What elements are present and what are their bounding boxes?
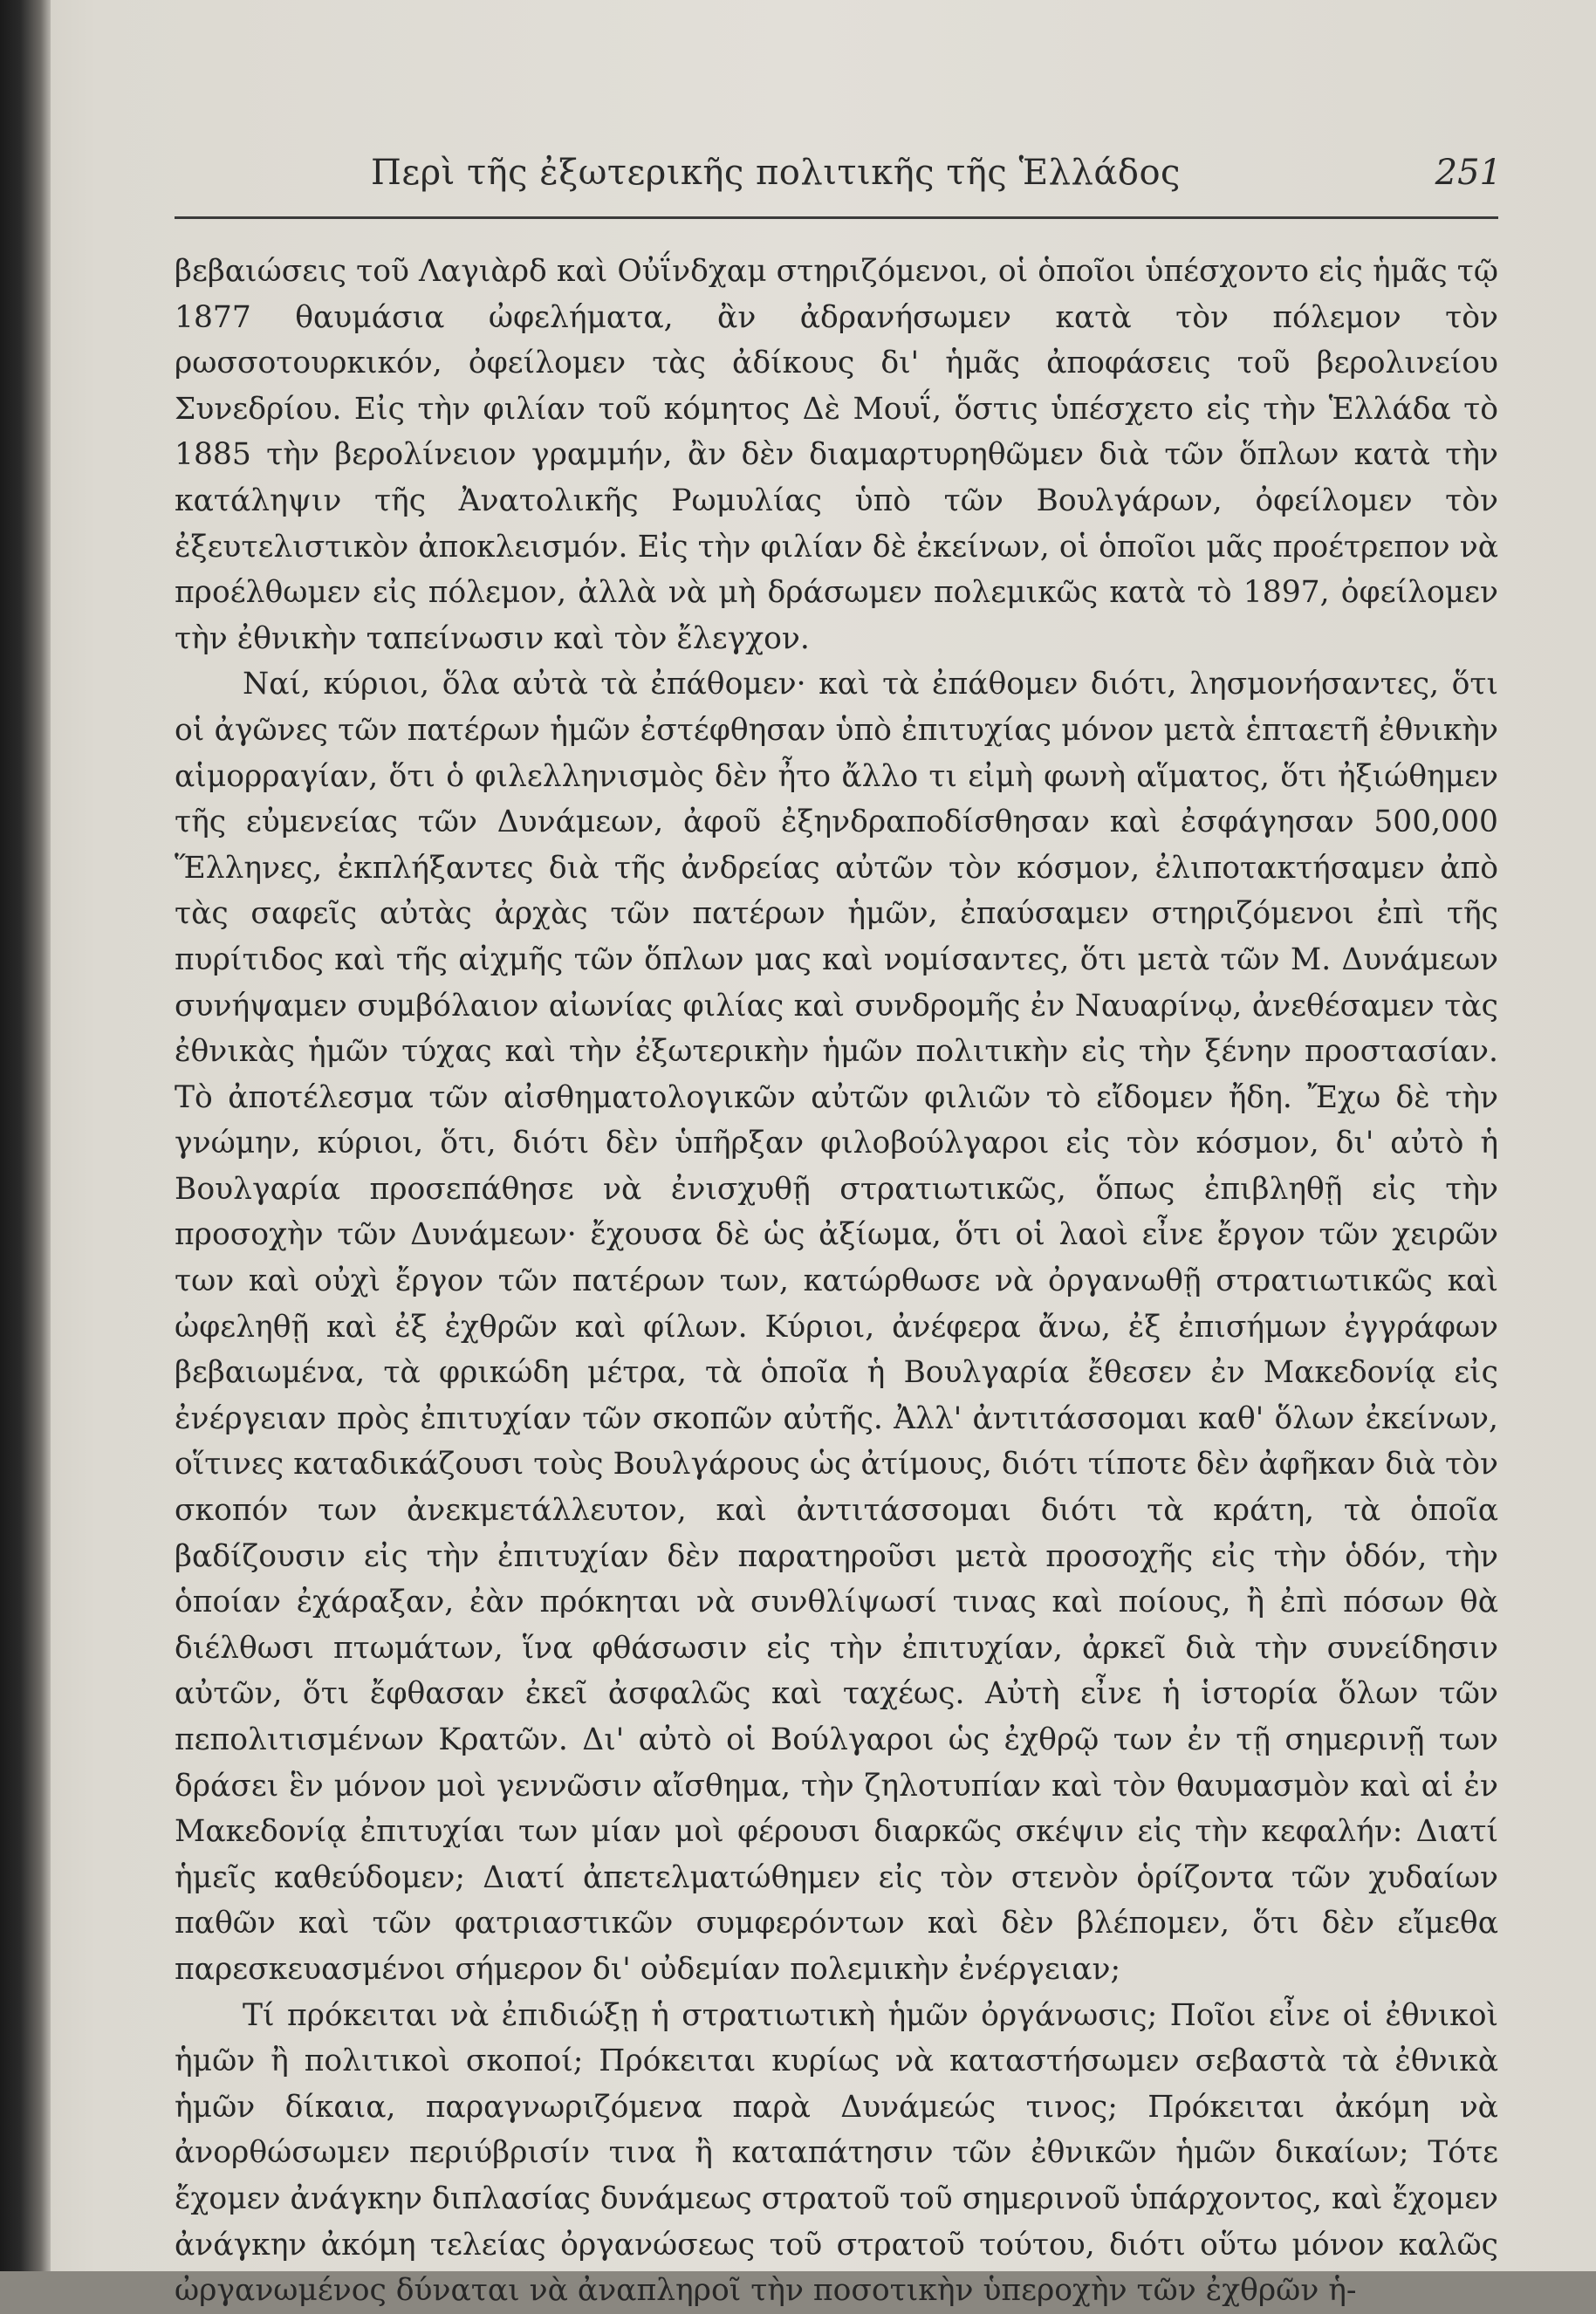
page-header: [175, 153, 1502, 205]
header-rule: [175, 216, 1498, 219]
book-binding-shadow: [0, 0, 51, 2271]
paragraph-2: Ναί, κύριοι, ὅλα αὐτὰ τὰ ἐπάθομεν· καὶ τὰ ἐπάθομεν διότι, λησμονήσαντες, ὅτι οἱ ἀγῶνες τῶν πατέρων ἡμῶν ἐστέφθησαν ὑπὸ ἐπιτυχίας μόνον μετὰ ἑπταετῆ ἐθνικὴν αἱμορραγίαν, ὅτι ὁ φιλελληνισμὸς δὲν ἦτο ἄλλο τι εἰμὴ φωνὴ αἵματος, ὅτι ἠξιώθημεν τῆς εὐμενείας τῶν Δυνάμεων, ἀφοῦ ἐξηνδραποδίσθησαν καὶ ἐσφάγησαν 500,000 Ἕλληνες, ἐκπλήξαντες διὰ τῆς ἀνδρείας αὐτῶν τὸν κόσμον, ἐλιποτακτήσαμεν ἀπὸ τὰς σαφεῖς αὐτὰς ἀρχὰς τῶν πατέρων ἡμῶν, ἐπαύσαμεν στηριζόμενοι ἐπὶ τῆς πυρίτιδος καὶ τῆς αἰχμῆς τῶν ὅπλων μας καὶ νομίσαντες, ὅτι μετὰ τῶν Μ. Δυνάμεων συνήψαμεν συμβόλαιον αἰωνίας φιλίας καὶ συνδρομῆς ἐν Ναυαρίνῳ, ἀνεθέσαμεν τὰς ἐθνικὰς ἡμῶν τύχας καὶ τὴν ἐξωτερικὴν ἡμῶν πολιτικὴν εἰς τὴν ξένην προστασίαν. Τὸ ἀποτέλεσμα τῶν αἰσθηματολογικῶν αὐτῶν φιλιῶν τὸ εἴδομεν ἤδη. Ἔχω δὲ τὴν γνώμην, κύριοι, ὅτι, διότι δὲν ὑπῆρξαν φιλοβούλγαροι εἰς τὸν κόσμον, δι' αὐτὸ ἡ Βουλγαρία προσεπάθησε νὰ ἐνισχυθῇ στρατιωτικῶς, ὅπως ἐπιβληθῇ εἰς τὴν προσοχὴν τῶν Δυνάμεων· ἔχουσα δὲ ὡς ἀξίωμα, ὅτι οἱ λαοὶ εἶνε ἔργον τῶν χειρῶν των καὶ οὐχὶ ἔργον τῶν πατέρων των, κατώρθωσε νὰ ὀργανωθῇ στρατιωτικῶς καὶ ὠφεληθῇ καὶ ἐξ ἐχθρῶν καὶ φίλων. Κύριοι, ἀνέφερα ἄνω, ἐξ ἐπισήμων ἐγγράφων βεβαιωμένα, τὰ φρικώδη μέτρα, τὰ ὁποῖα ἡ Βουλγαρία ἔθεσεν ἐν Μακεδονίᾳ εἰς ἐνέργειαν πρὸς ἐπιτυχίαν τῶν σκοπῶν αὐτῆς. Ἀλλ' ἀντιτάσσομαι καθ' ὅλων ἐκείνων, οἵτινες καταδικάζουσι τοὺς Βουλγάρους ὡς ἀτίμους, διότι τίποτε δὲν ἀφῆκαν διὰ τὸν σκοπόν των ἀνεκμετάλλευτον, καὶ ἀντιτάσσομαι διότι τὰ κράτη, τὰ ὁποῖα βαδίζουσιν εἰς τὴν ἐπιτυχίαν δὲν παρατηροῦσι μετὰ προσοχῆς εἰς τὴν ὁδόν, τὴν ὁποίαν ἐχάραξαν, ἐὰν πρόκηται νὰ συνθλίψωσί τινας καὶ ποίους, ἢ ἐπὶ πόσων θὰ διέλθωσι πτωμάτων, ἵνα φθάσωσιν εἰς τὴν ἐπιτυχίαν, ἀρκεῖ διὰ τὴν συνείδησιν αὐτῶν, ὅτι ἔφθασαν ἐκεῖ ἀσφαλῶς καὶ ταχέως. Αὐτὴ εἶνε ἡ ἱστορία ὅλων τῶν πεπολιτισμένων Κρατῶν. Δι' αὐτὸ οἱ Βούλγαροι ὡς ἐχθρῷ των ἐν τῇ σημερινῇ των δράσει ἓν μόνον μοὶ γεννῶσιν αἴσθημα, τὴν ζηλοτυπίαν καὶ τὸν θαυμασμὸν καὶ αἱ ἐν Μακεδονίᾳ ἐπιτυχίαι των μίαν μοὶ φέρουσι διαρκῶς σκέψιν εἰς τὴν κεφαλήν: Διατί ἡμεῖς καθεύδομεν; Διατί ἀπετελματώθημεν εἰς τὸν στενὸν ὁρίζοντα τῶν χυδαίων παθῶν καὶ τῶν φατριαστικῶν συμφερόντων καὶ δὲν βλέπομεν, ὅτι δὲν εἴμεθα παρεσκευασμένοι σήμερον δι' οὐδεμίαν πολεμικὴν ἐνέργειαν;: [175, 667, 1498, 1987]
page-number: 251: [1435, 153, 1502, 193]
running-title: Περὶ τῆς ἐξωτερικῆς πολιτικῆς τῆς Ἑλλάδος: [371, 153, 1181, 193]
body-text: [175, 249, 1498, 2314]
paragraph-1: βεβαιώσεις τοῦ Λαγιὰρδ καὶ Οὐΐνδχαμ στηριζόμενοι, οἱ ὁποῖοι ὑπέσχοντο εἰς ἡμᾶς τῷ 1877 θαυμάσια ὠφελήματα, ἂν ἀδρανήσωμεν κατὰ τὸν πόλεμον τὸν ρωσσοτουρκικόν, ὀφείλομεν τὰς ἀδίκους δι' ἡμᾶς ἀποφάσεις τοῦ βερολινείου Συνεδρίου. Εἰς τὴν φιλίαν τοῦ κόμητος Δὲ Μουΐ, ὅστις ὑπέσχετο εἰς τὴν Ἑλλάδα τὸ 1885 τὴν βερολίνειον γραμμήν, ἂν δὲν διαμαρτυρηθῶμεν διὰ τῶν ὅπλων κατὰ τὴν κατάληψιν τῆς Ἀνατολικῆς Ρωμυλίας ὑπὸ τῶν Βουλγάρων, ὀφείλομεν τὸν ἐξευτελιστικὸν ἀποκλεισμόν. Εἰς τὴν φιλίαν δὲ ἐκείνων, οἱ ὁποῖοι μᾶς προέτρεπον νὰ προέλθωμεν εἰς πόλεμον, ἀλλὰ νὰ μὴ δράσωμεν πολεμικῶς κατὰ τὸ 1897, ὀφείλομεν τὴν ἐθνικὴν ταπείνωσιν καὶ τὸν ἔλεγχον.: [175, 254, 1498, 656]
paragraph-3: Τί πρόκειται νὰ ἐπιδιώξῃ ἡ στρατιωτικὴ ἡμῶν ὀργάνωσις; Ποῖοι εἶνε οἱ ἐθνικοὶ ἡμῶν ἢ πολιτικοὶ σκοποί; Πρόκειται κυρίως νὰ καταστήσωμεν σεβαστὰ τὰ ἐθνικὰ ἡμῶν δίκαια, παραγνωριζόμενα παρὰ Δυνάμεώς τινος; Πρόκειται ἀκόμη νὰ ἀνορθώσωμεν περιύβρισίν τινα ἢ καταπάτησιν τῶν ἐθνικῶν ἡμῶν δικαίων; Τότε ἔχομεν ἀνάγκην διπλασίας δυνάμεως στρατοῦ τοῦ σημερινοῦ ὑπάρχοντος, καὶ ἔχομεν ἀνάγκην ἀκόμη τελείας ὀργανώσεως τοῦ στρατοῦ τούτου, διότι οὕτω μόνον καλῶς ὠργανωμένος δύναται νὰ ἀναπληροῖ τὴν ποσοτικὴν ὑπεροχὴν τῶν ἐχθρῶν ἡ-: [175, 1997, 1498, 2309]
